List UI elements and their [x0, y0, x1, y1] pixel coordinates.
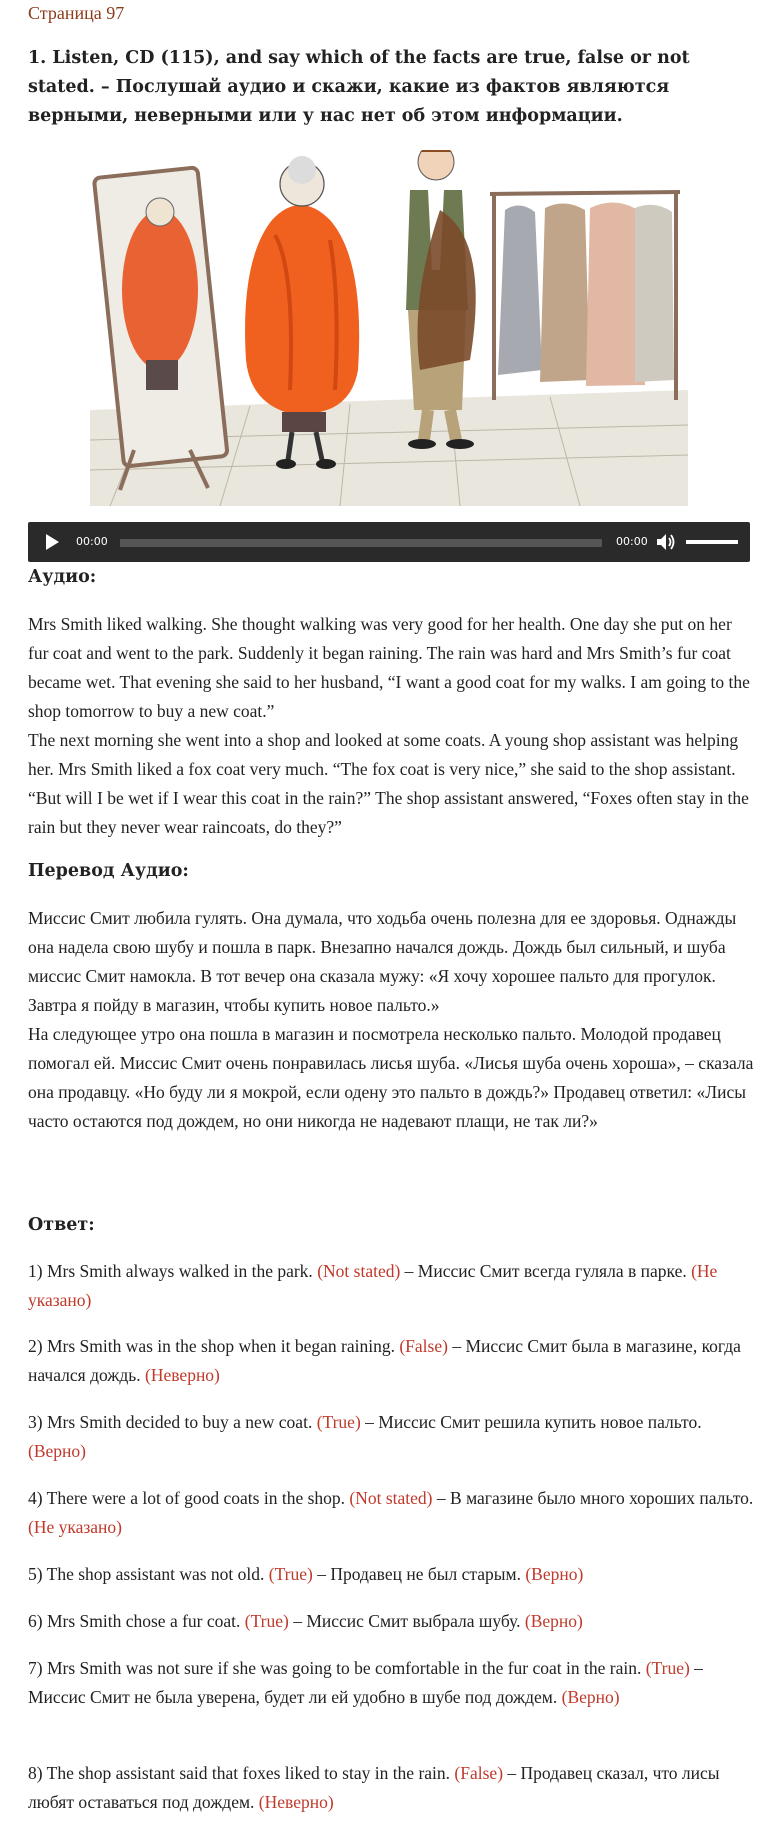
answer-tag-ru: (Не указано): [28, 1517, 122, 1537]
answer-en: 8) The shop assistant said that foxes liked to stay in the rain.: [28, 1763, 451, 1783]
answer-ru: – Продавец не был старым.: [317, 1564, 521, 1584]
answer-tag-ru: (Верно): [28, 1441, 86, 1461]
audio-progress-track[interactable]: [120, 539, 602, 547]
answer-item: [28, 1759, 754, 1817]
answer-tag-ru: (Неверно): [258, 1792, 334, 1812]
answer-en: 6) Mrs Smith chose a fur coat.: [28, 1611, 241, 1631]
answer-tag-en: (True): [316, 1412, 361, 1432]
answer-tag-en: (True): [268, 1564, 313, 1584]
translation-text: [28, 904, 754, 1136]
answer-en: 5) The shop assistant was not old.: [28, 1564, 265, 1584]
answer-en: 2) Mrs Smith was in the shop when it began raining.: [28, 1336, 395, 1356]
answer-ru: – Миссис Смит не была уверена, будет ли ей удобно в шубе под дождем.: [28, 1658, 703, 1707]
audio-paragraph-1: Mrs Smith liked walking. She thought walking was very good for her health. One day she put on her fur coat and went to the park. Suddenly it began raining. The rain was hard and Mrs Smith’s fur coat became wet. That evening she said to her husband, “I want a good coat for my walks. I am going to the shop tomorrow to buy a new coat.”: [28, 614, 750, 721]
answer-en: 1) Mrs Smith always walked in the park.: [28, 1261, 313, 1281]
answer-tag-ru: (Верно): [524, 1611, 583, 1631]
answer-item: [28, 1607, 754, 1636]
duration-time: 00:00: [616, 535, 648, 548]
answer-ru: – Миссис Смит была в магазине, когда начался дождь.: [28, 1336, 741, 1385]
answer-tag-en: (Not stated): [317, 1261, 401, 1281]
volume-icon[interactable]: [656, 533, 676, 551]
answer-item: [28, 1560, 754, 1589]
answer-tag-ru: (Неверно): [145, 1365, 220, 1385]
audio-player[interactable]: [28, 522, 750, 562]
volume-slider[interactable]: [686, 540, 738, 544]
answer-item: [28, 1484, 754, 1542]
illustration-fur-coat-shop: [90, 150, 688, 506]
answer-item: [28, 1332, 754, 1390]
answer-heading: Ответ:: [28, 1215, 95, 1235]
answer-tag-en: (True): [244, 1611, 289, 1631]
translation-paragraph-2: На следующее утро она пошла в магазин и посмотрела несколько пальто. Молодой продавец помогал ей. Миссис Смит очень понравилась лисья шуба. «Лисья шуба очень хороша», – сказала она продавцу. «Но буду ли я мокрой, если одену это пальто в дождь?» Продавец ответил: «Лисы часто остаются под дождем, но они никогда не надевают плащи, не так ли?»: [28, 1024, 754, 1131]
answer-tag-ru: (Верно): [561, 1687, 620, 1707]
answer-en: 4) There were a lot of good coats in the shop.: [28, 1488, 346, 1508]
play-icon[interactable]: [46, 534, 59, 550]
page-label: Страница 97: [28, 3, 125, 23]
translation-heading: Перевод Аудио:: [28, 861, 189, 881]
answer-ru: – Миссис Смит решила купить новое пальто.: [365, 1412, 702, 1432]
answer-tag-en: (False): [454, 1763, 504, 1783]
audio-paragraph-2: The next morning she went into a shop and looked at some coats. A young shop assistant was helping her. Mrs Smith liked a fox coat very much. “The fox coat is very nice,” she said to the shop assistant. “But will I be wet if I wear this coat in the rain?” The shop assistant answered, “Foxes often stay in the rain but they never wear raincoats, do they?”: [28, 730, 749, 837]
audio-text: [28, 610, 754, 842]
task-instruction: 1. Listen, CD (115), and say which of the facts are true, false or not stated. – Послушай аудио и скажи, какие из фактов являются верными, неверными или у нас нет об этом информации.: [28, 48, 690, 126]
answer-tag-en: (True): [645, 1658, 690, 1678]
answer-item: [28, 1408, 754, 1466]
answer-en: 7) Mrs Smith was not sure if she was going to be comfortable in the fur coat in the rain.: [28, 1658, 642, 1678]
answer-en: 3) Mrs Smith decided to buy a new coat.: [28, 1412, 313, 1432]
answer-tag-en: (False): [399, 1336, 448, 1356]
coat-rack: [490, 192, 680, 400]
answer-item: [28, 1654, 754, 1712]
volume-fill: [686, 540, 738, 544]
audio-heading: Аудио:: [28, 567, 97, 587]
current-time: 00:00: [76, 535, 108, 548]
answer-tag-en: (Not stated): [349, 1488, 433, 1508]
answer-ru: – В магазине было много хороших пальто.: [436, 1488, 754, 1508]
answer-tag-ru: (Верно): [525, 1564, 584, 1584]
answer-ru: – Миссис Смит выбрала шубу.: [293, 1611, 521, 1631]
answer-item: [28, 1257, 754, 1315]
answer-ru: – Миссис Смит всегда гуляла в парке.: [404, 1261, 687, 1281]
translation-paragraph-1: Миссис Смит любила гулять. Она думала, что ходьба очень полезна для ее здоровья. Однажды она надела свою шубу и пошла в парк. Внезапно начался дождь. Дождь был сильный, и шуба миссис Смит намокла. В тот вечер она сказала мужу: «Я хочу хорошее пальто для прогулок. Завтра я пойду в магазин, чтобы купить новое пальто.»: [28, 908, 737, 1015]
answer-tag-ru: (Не указано): [28, 1261, 718, 1310]
answer-ru: – Продавец сказал, что лисы любят оставаться под дождем.: [28, 1763, 720, 1812]
